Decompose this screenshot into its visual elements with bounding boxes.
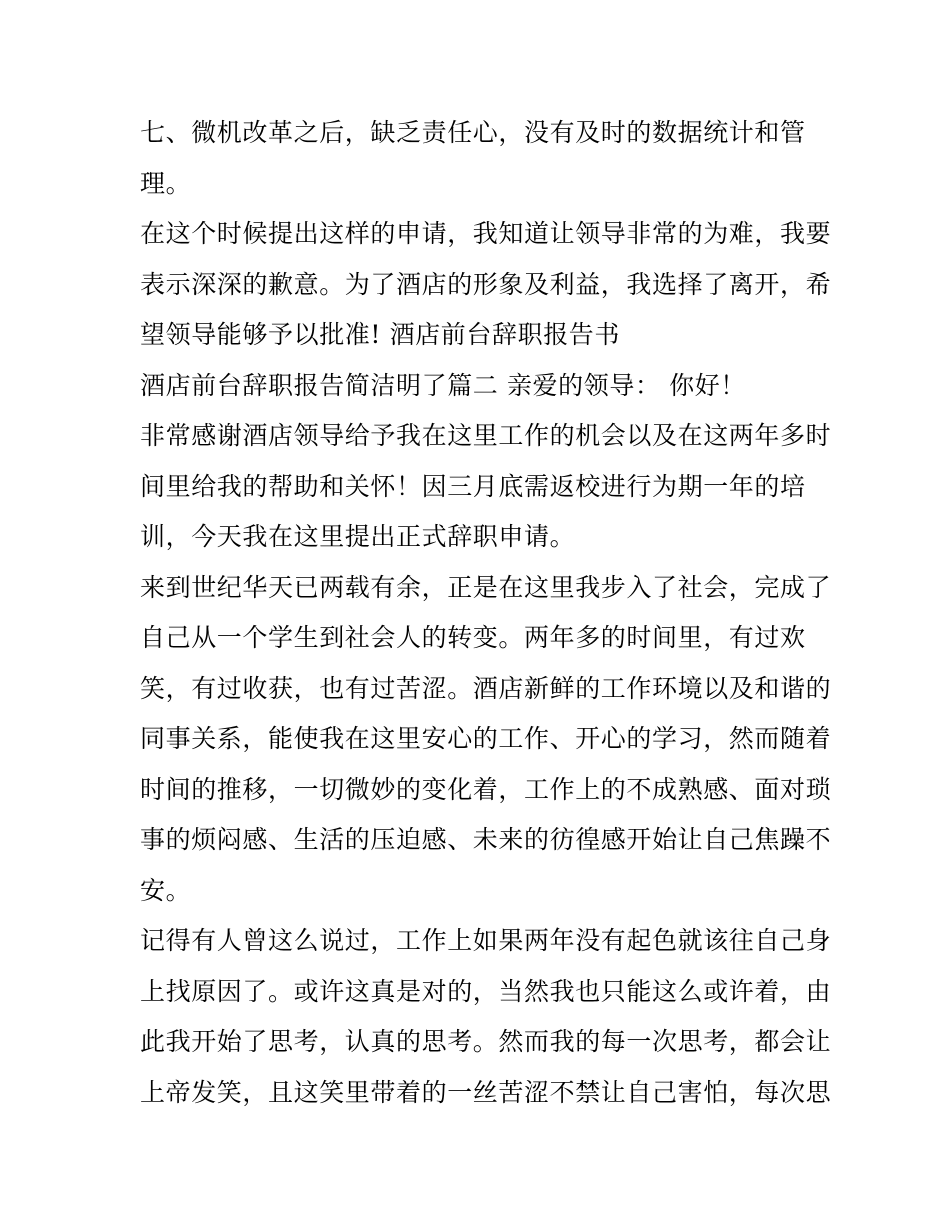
text-line-17: 记得有人曾这么说过，工作上如果两年没有起色就该往自己身	[140, 926, 832, 955]
text-line-9: 训，今天我在这里提出正式辞职申请。	[140, 522, 576, 551]
text-line-2: 理。	[140, 168, 192, 198]
text-line-13: 同事关系，能使我在这里安心的工作、开心的学习，然而随着	[140, 724, 832, 753]
text-line-20: 上帝发笑，且这笑里带着的一丝苦涩不禁让自己害怕，每次思	[140, 1077, 832, 1107]
text-line-5: 望领导能够予以批准! 酒店前台辞职报告书	[140, 320, 620, 349]
text-line-3: 在这个时候提出这样的申请，我知道让领导非常的为难，我要	[140, 219, 832, 248]
text-line-6: 酒店前台辞职报告简洁明了篇二 亲爱的领导： 你好！	[140, 370, 746, 400]
text-line-4: 表示深深的歉意。为了酒店的形象及利益，我选择了离开，希	[140, 269, 832, 299]
text-line-16: 安。	[140, 875, 192, 905]
text-line-14: 时间的推移，一切微妙的变化着，工作上的不成熟感、面对琐	[140, 774, 832, 804]
text-line-7: 非常感谢酒店领导给予我在这里工作的机会以及在这两年多时	[140, 421, 832, 450]
text-line-19: 此我开始了思考，认真的思考。然而我的每一次思考，都会让	[140, 1027, 832, 1056]
text-line-12: 笑，有过收获，也有过苦涩。酒店新鲜的工作环境以及和谐的	[140, 673, 832, 703]
text-line-10: 来到世纪华天已两载有余，正是在这里我步入了社会，完成了	[140, 572, 832, 602]
text-line-15: 事的烦闷感、生活的压迫感、未来的彷徨感开始让自己焦躁不	[140, 825, 832, 854]
text-line-11: 自己从一个学生到社会人的转变。两年多的时间里，有过欢	[140, 623, 806, 652]
text-line-18: 上找原因了。或许这真是对的，当然我也只能这么或许着，由	[140, 976, 832, 1006]
document-body	[140, 108, 832, 1118]
text-line-1: 七、微机改革之后，缺乏责任心，没有及时的数据统计和管	[140, 118, 806, 147]
text-line-8: 间里给我的帮助和关怀！因三月底需返校进行为期一年的培	[140, 471, 806, 501]
